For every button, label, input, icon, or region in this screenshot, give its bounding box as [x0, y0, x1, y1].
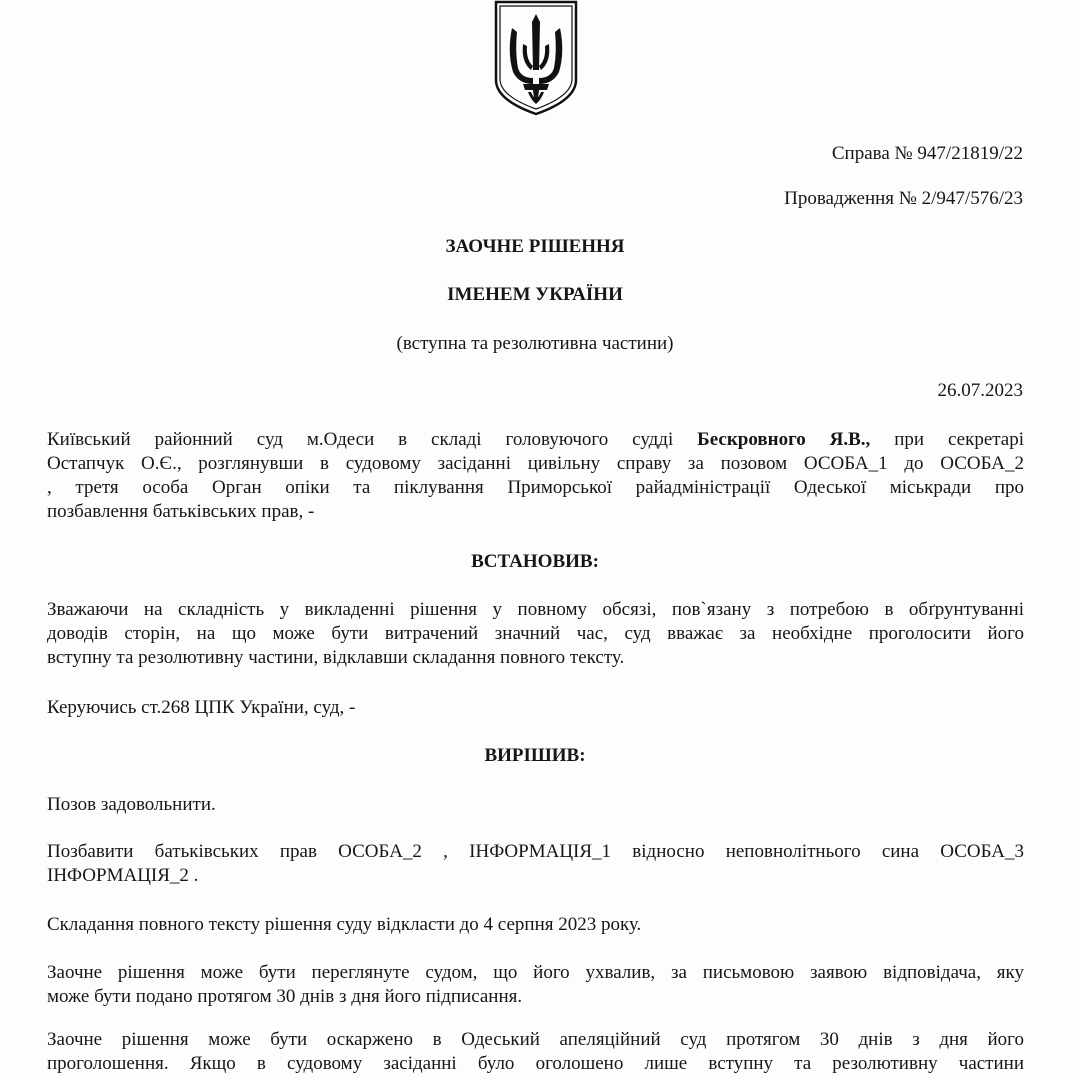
appeal-paragraph: [47, 1028, 1024, 1076]
postpone-full-text: Складання повного тексту рішення суду відкласти до 4 серпня 2023 року.: [47, 914, 642, 935]
claim-satisfied: Позов задовольнити.: [47, 794, 216, 815]
established-line: доводів сторін, на що може бути витрачений значний час, суд вважає за необхідне проголосити його: [47, 623, 1024, 644]
established-line: вступну та резолютивну частини, відклавши складання повного тексту.: [47, 647, 625, 668]
case-number: Справа № 947/21819/22: [831, 143, 1023, 164]
in-name-of-ukraine: ІМЕНЕМ УКРАЇНИ: [447, 284, 623, 305]
deprivation-paragraph: [47, 840, 1024, 888]
guided-by-article: Керуючись ст.268 ЦПК України, суд, -: [47, 697, 356, 718]
proceeding-number: Провадження № 2/947/576/23: [784, 188, 1023, 209]
review-line: може бути подано протягом 30 днів з дня його підписання.: [47, 986, 523, 1007]
appeal-line: Заочне рішення може бути оскаржено в Одеський апеляційний суд протягом 30 днів з дня його: [47, 1029, 1024, 1050]
intro-line: [47, 428, 1024, 452]
review-line: Заочне рішення може бути переглянуте судом, що його ухвалив, за письмовою заявою відповідача, яку: [47, 962, 1024, 983]
deprivation-line: ІНФОРМАЦІЯ_2 .: [47, 865, 199, 886]
established-heading: ВСТАНОВИВ:: [471, 551, 599, 572]
intro-line: позбавлення батьківських прав, -: [47, 501, 315, 522]
decision-parts: (вступна та резолютивна частини): [396, 333, 674, 354]
decision-title: ЗАОЧНЕ РІШЕННЯ: [445, 236, 625, 257]
intro-paragraph: [47, 428, 1024, 524]
coat-of-arms-icon: [493, 0, 579, 116]
review-paragraph: [47, 961, 1024, 1009]
intro-line: Остапчук О.Є., розглянувши в судовому засіданні цивільну справу за позовом ОСОБА_1 до ОСОБА_2: [47, 453, 1024, 474]
established-line: Зважаючи на складність у викладенні рішення у повному обсязі, пов`язану з потребою в обґрунтуванні: [47, 599, 1024, 620]
decided-heading: ВИРІШИВ:: [484, 745, 586, 766]
deprivation-line: Позбавити батьківських прав ОСОБА_2 , ІНФОРМАЦІЯ_1 відносно неповнолітнього сина ОСОБА_3: [47, 841, 1024, 862]
established-paragraph: [47, 598, 1024, 670]
appeal-line: проголошення. Якщо в судовому засіданні було оголошено лише вступну та резолютивну частини: [47, 1053, 1024, 1074]
intro-text: при секретарі: [894, 429, 1024, 450]
intro-line: , третя особа Орган опіки та піклування Приморської райадміністрації Одеської міськради про: [47, 477, 1024, 498]
decision-date: 26.07.2023: [937, 380, 1023, 401]
intro-text: Київський районний суд м.Одеси в складі головуючого судді: [47, 429, 674, 450]
judge-name: Бескровного Я.В.,: [697, 429, 871, 450]
